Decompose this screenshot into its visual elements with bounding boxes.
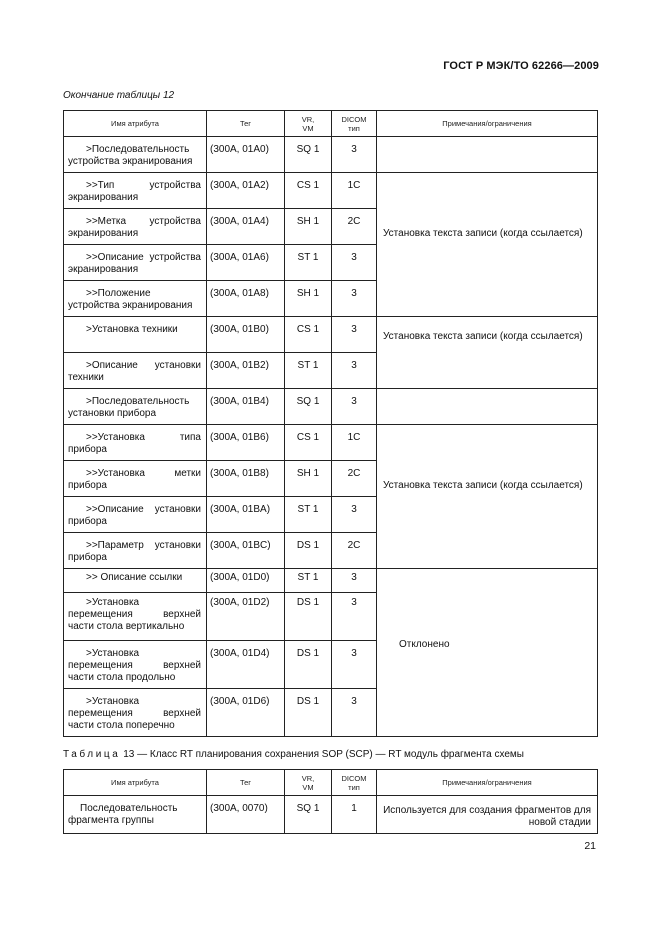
table-row: [64, 796, 598, 834]
attribute-tag: (300A, 01A6): [207, 245, 285, 281]
note-shielding: Установка текста записи (когда ссылается): [377, 173, 598, 317]
attribute-type: 3: [332, 593, 377, 641]
attribute-name: >>Метка устройства экранирования: [64, 209, 207, 245]
attribute-name: >>Описание установки прибора: [64, 497, 207, 533]
attribute-type: 1: [332, 796, 377, 834]
attribute-tag: (300A, 01A4): [207, 209, 285, 245]
attribute-tag: (300A, 01D0): [207, 569, 285, 593]
table-13: [63, 769, 598, 834]
attribute-type: 3: [332, 689, 377, 737]
attribute-name: >Установка перемещения верхней части стола продольно: [64, 641, 207, 689]
attribute-tag: (300A, 01A0): [207, 137, 285, 173]
table-row: [64, 569, 598, 593]
attribute-type: 3: [332, 569, 377, 593]
table-13-caption: Таблица 13 — Класс RT планирования сохранения SOP (SCP) — RT модуль фрагмента схемы: [63, 749, 524, 760]
table-header-row: [64, 770, 598, 796]
attribute-vr-vm: CS 1: [285, 425, 332, 461]
table-header-row: [64, 111, 598, 137]
attribute-tag: (300A, 01BC): [207, 533, 285, 569]
attribute-vr-vm: CS 1: [285, 173, 332, 209]
attribute-type: 1C: [332, 425, 377, 461]
table-12: [63, 110, 598, 737]
table-row: [64, 173, 598, 209]
table-row: [64, 389, 598, 425]
attribute-note-empty: [377, 137, 598, 173]
attribute-name: >Последовательность установки прибора: [64, 389, 207, 425]
attribute-note-empty: [377, 389, 598, 425]
attribute-type: 3: [332, 389, 377, 425]
attribute-vr-vm: SQ 1: [285, 389, 332, 425]
attribute-tag: (300A, 01D6): [207, 689, 285, 737]
attribute-name: >>Установка типа прибора: [64, 425, 207, 461]
table-continuation-caption: Окончание таблицы 12: [63, 90, 175, 101]
attribute-tag: (300A, 01B6): [207, 425, 285, 461]
attribute-type: 3: [332, 245, 377, 281]
attribute-name: >Установка перемещения верхней части стола поперечно: [64, 689, 207, 737]
table-row: [64, 137, 598, 173]
attribute-name: >>Установка метки прибора: [64, 461, 207, 497]
attribute-name: >>Параметр установки прибора: [64, 533, 207, 569]
col-header-vr-vm: VR, VM: [285, 770, 332, 796]
standard-designation: ГОСТ Р МЭК/ТО 62266—2009: [443, 60, 599, 72]
col-header-dicom-type: DICOM тип: [332, 770, 377, 796]
attribute-name: Последовательность фрагмента группы: [64, 796, 207, 834]
col-header-notes: Примечания/ограничения: [377, 111, 598, 137]
attribute-name: >>Положение устройства экранирования: [64, 281, 207, 317]
table-row: [64, 425, 598, 461]
attribute-vr-vm: ST 1: [285, 569, 332, 593]
attribute-vr-vm: SH 1: [285, 209, 332, 245]
attribute-name: >Описание установки техники: [64, 353, 207, 389]
attribute-name: >>Описание устройства экранирования: [64, 245, 207, 281]
attribute-tag: (300A, 01B0): [207, 317, 285, 353]
attribute-vr-vm: SQ 1: [285, 796, 332, 834]
attribute-name: >Последовательность устройства экранирования: [64, 137, 207, 173]
attribute-note: Используется для создания фрагментов для новой стадии: [377, 796, 598, 834]
attribute-type: 3: [332, 353, 377, 389]
note-rejected: Отклонено: [377, 569, 598, 737]
attribute-name: >Установка перемещения верхней части стола вертикально: [64, 593, 207, 641]
page-number: 21: [584, 840, 596, 852]
attribute-type: 2C: [332, 461, 377, 497]
note-accessory: Установка текста записи (когда ссылается): [377, 425, 598, 569]
col-header-name: Имя атрибута: [64, 770, 207, 796]
attribute-type: 3: [332, 281, 377, 317]
attribute-vr-vm: DS 1: [285, 593, 332, 641]
attribute-vr-vm: DS 1: [285, 533, 332, 569]
col-header-tag: Тег: [207, 111, 285, 137]
attribute-tag: (300A, 01D4): [207, 641, 285, 689]
col-header-dicom-type: DICOM тип: [332, 111, 377, 137]
attribute-tag: (300A, 01BA): [207, 497, 285, 533]
attribute-tag: (300A, 01A2): [207, 173, 285, 209]
col-header-tag: Тег: [207, 770, 285, 796]
attribute-vr-vm: SQ 1: [285, 137, 332, 173]
attribute-name: >>Тип устройства экранирования: [64, 173, 207, 209]
attribute-name: >Установка техники: [64, 317, 207, 353]
attribute-type: 2C: [332, 209, 377, 245]
attribute-vr-vm: CS 1: [285, 317, 332, 353]
attribute-type: 3: [332, 497, 377, 533]
attribute-tag: (300A, 01B8): [207, 461, 285, 497]
col-header-name: Имя атрибута: [64, 111, 207, 137]
attribute-type: 2C: [332, 533, 377, 569]
attribute-vr-vm: DS 1: [285, 641, 332, 689]
attribute-vr-vm: SH 1: [285, 281, 332, 317]
col-header-notes: Примечания/ограничения: [377, 770, 598, 796]
attribute-name: >> Описание ссылки: [64, 569, 207, 593]
attribute-type: 3: [332, 137, 377, 173]
attribute-vr-vm: ST 1: [285, 245, 332, 281]
attribute-type: 3: [332, 641, 377, 689]
table-row: [64, 317, 598, 353]
attribute-vr-vm: ST 1: [285, 497, 332, 533]
attribute-type: 1C: [332, 173, 377, 209]
attribute-tag: (300A, 01D2): [207, 593, 285, 641]
attribute-vr-vm: ST 1: [285, 353, 332, 389]
attribute-tag: (300A, 01A8): [207, 281, 285, 317]
attribute-vr-vm: DS 1: [285, 689, 332, 737]
attribute-type: 3: [332, 317, 377, 353]
attribute-vr-vm: SH 1: [285, 461, 332, 497]
note-technique: Установка текста записи (когда ссылается): [377, 317, 598, 389]
attribute-tag: (300A, 0070): [207, 796, 285, 834]
attribute-tag: (300A, 01B2): [207, 353, 285, 389]
col-header-vr-vm: VR, VM: [285, 111, 332, 137]
attribute-tag: (300A, 01B4): [207, 389, 285, 425]
